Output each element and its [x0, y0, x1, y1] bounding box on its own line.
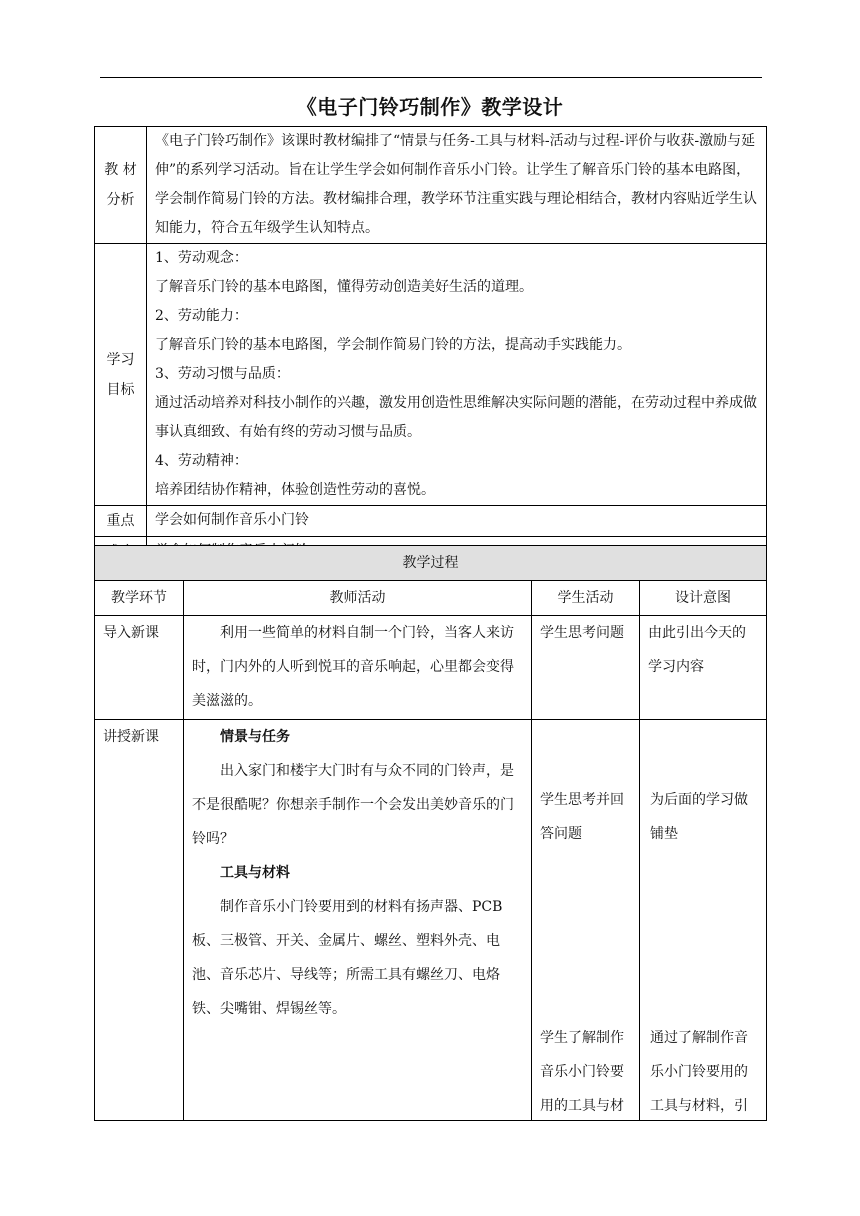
objective-4-text: 培养团结协作精神，体验创造性劳动的喜悦。	[155, 482, 435, 498]
teacher-new-lesson	[184, 720, 532, 1121]
section-heading-tools: 工具与材料	[220, 865, 290, 881]
objective-3-text: 通过活动培养对科技小制作的兴趣，激发用创造性思维解决实际问题的潜能，在劳动过程中养成做事认真细致、有始有终的劳动习惯与品质。	[155, 395, 757, 440]
student-activity-1: 学生思考并回答问题	[540, 792, 624, 842]
stage-new-lesson: 讲授新课	[95, 720, 184, 1121]
header-intent: 设计意图	[640, 581, 767, 616]
section-heading-scenario: 情景与任务	[220, 729, 290, 745]
header-rule	[100, 77, 762, 78]
objectives-label: 学习 目标	[95, 244, 147, 506]
section-text-scenario: 出入家门和楼宇大门时有与众不同的门铃声，是不是很酷呢？你想亲手制作一个会发出美妙音乐的门铃吗？	[192, 763, 514, 847]
stage-intro: 导入新课	[95, 616, 184, 720]
material-analysis-row	[95, 127, 767, 244]
key-point-text: 学会如何制作音乐小门铃	[147, 506, 767, 537]
teacher-intro: 利用一些简单的材料自制一个门铃，当客人来访时，门内外的人听到悦耳的音乐响起，心里都会变得美滋滋的。	[184, 616, 532, 720]
intent-2: 通过了解制作音乐小门铃要用的工具与材料，引	[650, 1030, 748, 1114]
intent-1: 为后面的学习做铺垫	[650, 792, 748, 842]
table-row	[95, 616, 767, 720]
intent-new-lesson	[640, 720, 767, 1121]
header-teacher: 教师活动	[184, 581, 532, 616]
teaching-process-table	[94, 545, 767, 1121]
process-banner: 教学过程	[95, 546, 767, 581]
student-activity-2: 学生了解制作音乐小门铃要用的工具与材	[540, 1030, 624, 1114]
process-banner-row	[95, 546, 767, 581]
intent-intro: 由此引出今天的学习内容	[640, 616, 767, 720]
document-title: 《电子门铃巧制作》教学设计	[296, 95, 564, 119]
objective-4-heading: 4、劳动精神：	[155, 453, 248, 469]
table-row	[95, 720, 767, 1121]
key-point-row	[95, 506, 767, 537]
section-text-tools: 制作音乐小门铃要用到的材料有扬声器、PCB板、三极管、开关、金属片、螺丝、塑料外壳、电池、音乐芯片、导线等；所需工具有螺丝刀、电烙铁、尖嘴钳、焊锡丝等。	[192, 899, 503, 1017]
process-header-row	[95, 581, 767, 616]
objective-3-heading: 3、劳动习惯与品质：	[155, 366, 290, 382]
key-point-label: 重点	[95, 506, 147, 537]
lesson-info-table	[94, 126, 767, 568]
header-stage: 教学环节	[95, 581, 184, 616]
student-new-lesson	[532, 720, 640, 1121]
objective-2-heading: 2、劳动能力：	[155, 308, 248, 324]
header-student: 学生活动	[532, 581, 640, 616]
objective-2-text: 了解音乐门铃的基本电路图，学会制作简易门铃的方法，提高动手实践能力。	[155, 337, 631, 353]
material-analysis-text: 《电子门铃巧制作》该课时教材编排了“情景与任务-工具与材料-活动与过程-评价与收获-激励与延伸”的系列学习活动。旨在让学生学会如何制作音乐小门铃。让学生了解音乐门铃的基本电路图，学会制作简易门铃的方法。教材编排合理，教学环节注重实践与理论相结合，教材内容贴近学生认知能力，符合五年级学生认知特点。	[147, 127, 767, 244]
objectives-content	[147, 244, 767, 506]
objective-1-heading: 1、劳动观念：	[155, 250, 248, 266]
objectives-row	[95, 244, 767, 506]
material-analysis-label: 教 材 分析	[95, 127, 147, 244]
objective-1-text: 了解音乐门铃的基本电路图，懂得劳动创造美好生活的道理。	[155, 279, 533, 295]
student-intro: 学生思考问题	[532, 616, 640, 720]
